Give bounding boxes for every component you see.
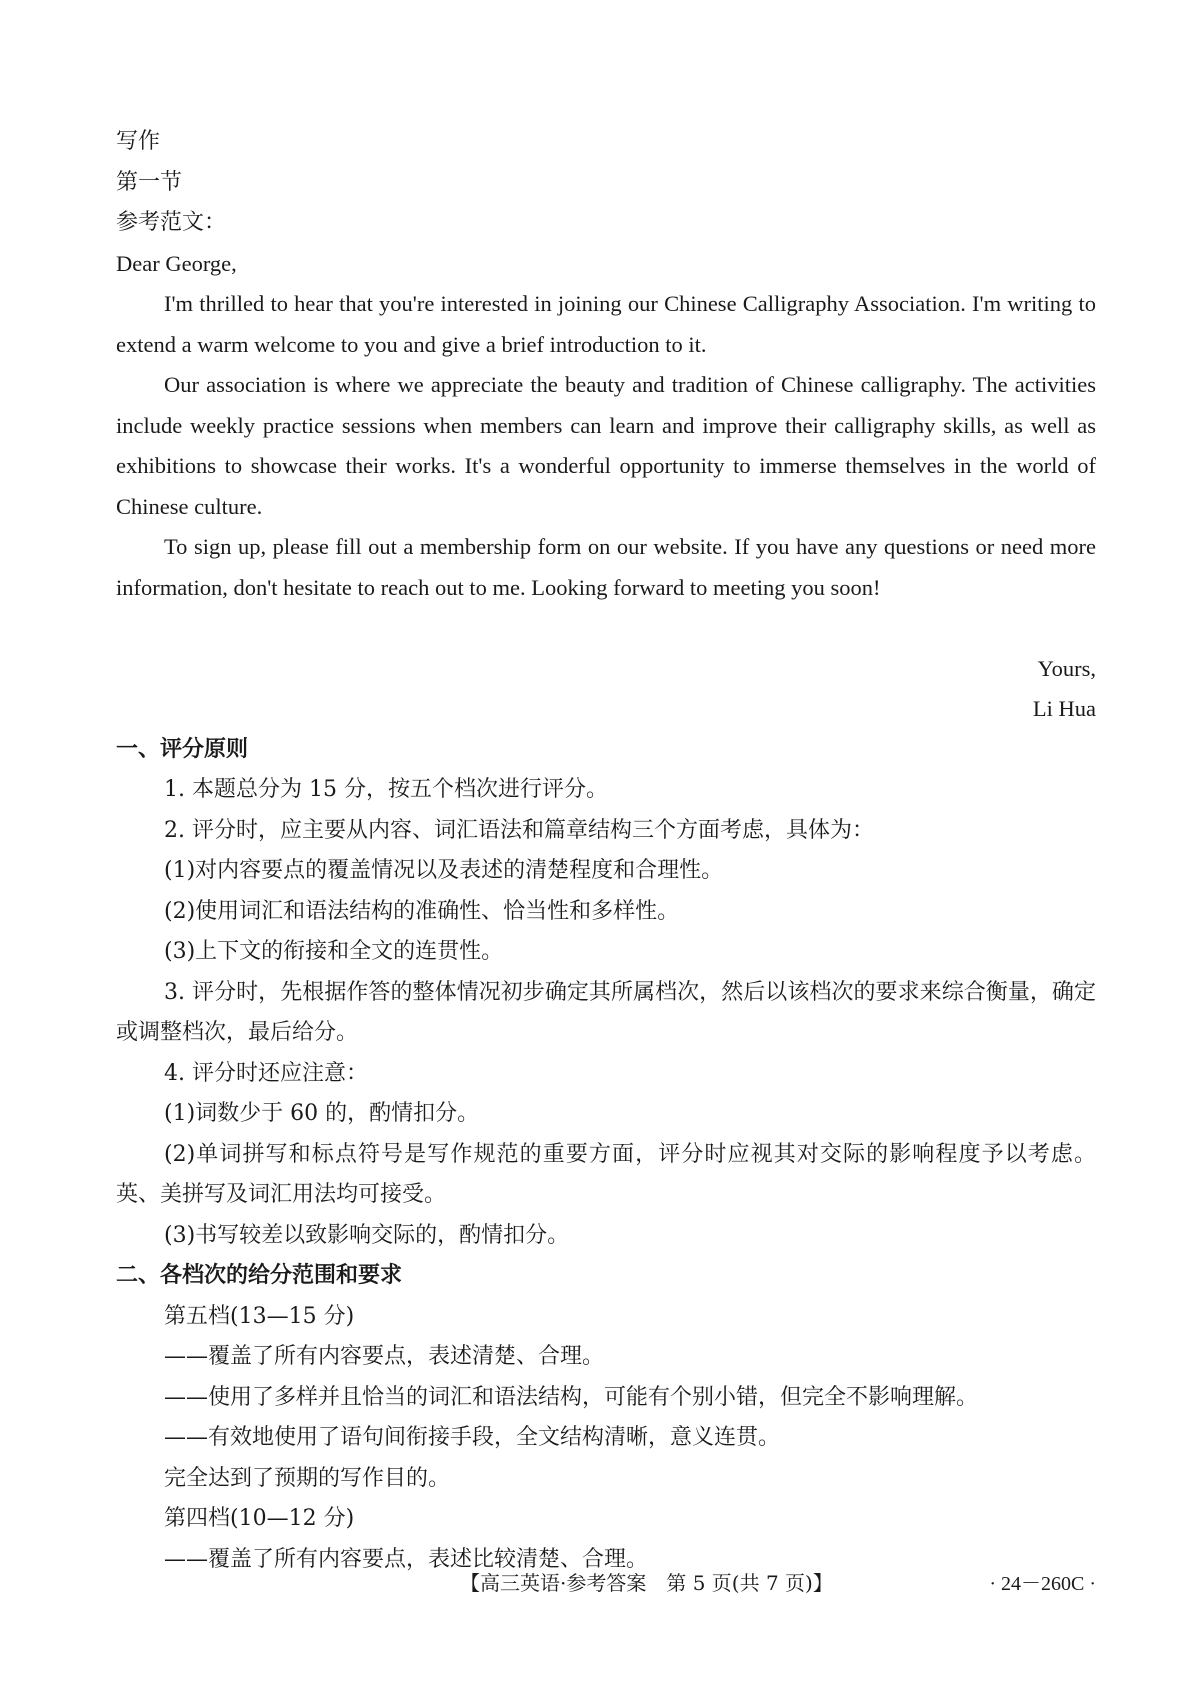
footer-page-info: 【高三英语·参考答案 第 5 页(共 7 页)】 (460, 1571, 833, 1595)
letter-closing: Yours, (1037, 655, 1096, 681)
sample-label: 参考范文： (116, 210, 227, 235)
subsection-title: 第一节 (116, 169, 183, 195)
letter-paragraph-2: Our association is where we appreciate the beauty and tradition of Chinese calligraphy. The activities include weekly practice sessions when members can learn and improve their calligraphy skills, as well as exhibitions to showcase their works. It's a wonderful opportunity to immerse themselves in the world of Chinese culture. (116, 372, 1096, 519)
principle-item: 3. 评分时，先根据作答的整体情况初步确定其所属档次，然后以该档次的要求来综合衡量，确定或调整档次，最后给分。 (116, 979, 1096, 1045)
principles-heading: 一、评分原则 (116, 736, 249, 762)
answer-page (116, 122, 1096, 1580)
principle-item: (2)单词拼写和标点符号是写作规范的重要方面，评分时应视其对交际的影响程度予以考虑。英、美拼写及词汇用法均可接受。 (116, 1141, 1096, 1207)
level5-point: ——有效地使用了语句间衔接手段，全文结构清晰，意义连贯。 (164, 1425, 781, 1450)
principle-item: (1)对内容要点的覆盖情况以及表述的清楚程度和合理性。 (164, 858, 724, 883)
letter-salutation: Dear George, (116, 250, 237, 276)
principle-item: 2. 评分时，应主要从内容、词汇语法和篇章结构三个方面考虑，具体为： (164, 817, 874, 843)
section-title: 写作 (116, 129, 161, 154)
letter-paragraph-3: To sign up, please fill out a membership form on our website. If you have any questions or need more information, don't hesitate to reach out to me. Looking forward to meeting you soon! (116, 534, 1096, 600)
letter-paragraph-1: I'm thrilled to hear that you're interested in joining our Chinese Calligraphy Association. I'm writing to extend a warm welcome to you and give a brief introduction to it. (116, 291, 1096, 357)
level4-point: ——覆盖了所有内容要点，表述比较清楚、合理。 (164, 1546, 649, 1572)
level4-title: 第四档(10—12 分) (164, 1506, 355, 1531)
principle-item: 1. 本题总分为 15 分，按五个档次进行评分。 (164, 777, 608, 802)
principle-item: (3)上下文的衔接和全文的连贯性。 (164, 939, 504, 964)
letter-signature: Li Hua (1032, 696, 1096, 721)
level5-title: 第五档(13—15 分) (164, 1303, 355, 1329)
principle-item: 4. 评分时还应注意： (164, 1060, 368, 1086)
level5-point: ——覆盖了所有内容要点，表述清楚、合理。 (164, 1344, 605, 1369)
principle-item: (1)词数少于 60 的，酌情扣分。 (164, 1101, 480, 1126)
principle-item: (2)使用词汇和语法结构的准确性、恰当性和多样性。 (164, 898, 680, 924)
level5-summary: 完全达到了预期的写作目的。 (164, 1465, 451, 1491)
principle-item: (3)书写较差以致影响交际的，酌情扣分。 (164, 1222, 570, 1248)
page-footer (0, 1567, 1200, 1607)
levels-heading: 二、各档次的给分范围和要求 (116, 1263, 403, 1288)
level5-point: ——使用了多样并且恰当的词汇和语法结构，可能有个别小错，但完全不影响理解。 (164, 1384, 979, 1410)
footer-code: · 24－260C · (989, 1573, 1096, 1595)
